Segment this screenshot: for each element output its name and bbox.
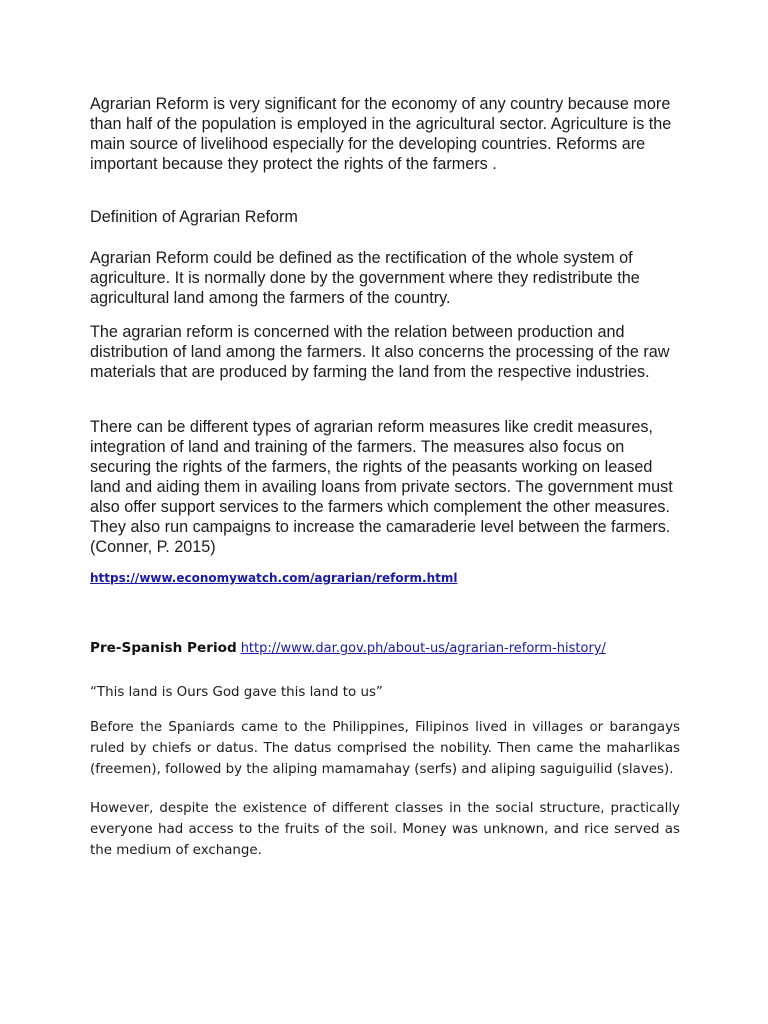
economywatch-link[interactable]: https://www.economywatch.com/agrarian/reform.html xyxy=(90,571,458,585)
section-heading: Pre-Spanish Period xyxy=(90,640,237,656)
pre-spanish-paragraph: Before the Spaniards came to the Philippines, Filipinos lived in villages or barangays ruled by chiefs or datus. The datus comprised the nobility. Then came the maharlikas (freemen), followed by the aliping mamamahay (serfs) and aliping saguiguilid (slaves). xyxy=(90,720,680,777)
dar-history-link[interactable]: http://www.dar.gov.ph/about-us/agrarian-reform-history/ xyxy=(240,641,606,656)
quote-text: “This land is Ours God gave this land to us” xyxy=(90,685,383,700)
definition-heading: Definition of Agrarian Reform xyxy=(90,208,298,226)
relation-paragraph: The agrarian reform is concerned with the relation between production and distribution of land among the farmers. It also concerns the processing of the raw materials that are produced by farming the land from the respective industries. xyxy=(90,323,670,381)
definition-paragraph: Agrarian Reform could be defined as the rectification of the whole system of agriculture. It is normally done by the government where they redistribute the agricultural land among the farmers of the country. xyxy=(90,249,640,307)
social-structure-paragraph: However, despite the existence of different classes in the social structure, practically everyone had access to the fruits of the soil. Money was unknown, and rice served as the medium of exchange. xyxy=(90,801,680,858)
intro-paragraph: Agrarian Reform is very significant for the economy of any country because more than half of the population is employed in the agricultural sector. Agriculture is the main source of livelihood especially for the developing countries. Reforms are important because they protect the rights of the farmers . xyxy=(90,95,672,173)
pre-spanish-heading-line xyxy=(90,639,606,657)
measures-paragraph: There can be different types of agrarian reform measures like credit measures, integration of land and training of the farmers. The measures also focus on securing the rights of the farmers, the rights of the peasants working on leased land and aiding them in availing loans from private sectors. The government must also offer support services to the farmers which complement the other measures. They also run campaigns to increase the camaraderie level between the farmers. (Conner, P. 2015) xyxy=(90,418,673,556)
